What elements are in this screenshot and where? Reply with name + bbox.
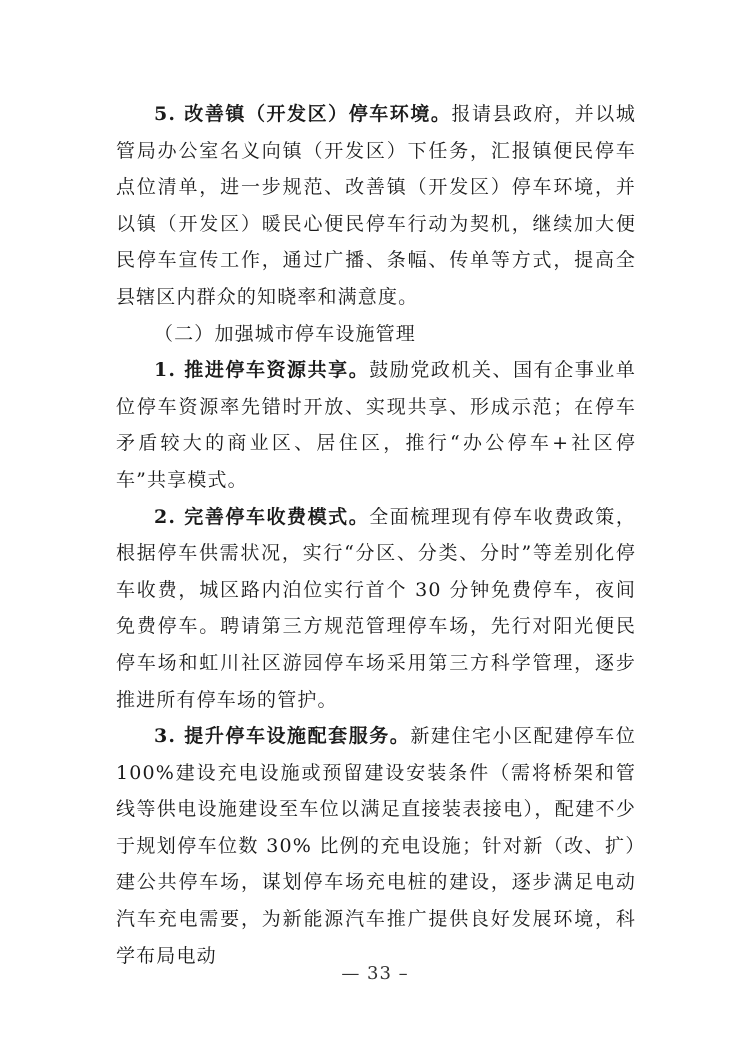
- item-text: 鼓励党政机关、国有企事业单位停车资源率先错时开放、实现共享、形成示范；在停车矛盾较大的商业区、居住区，推行“办公停车+社区停车”共享模式。: [116, 359, 636, 491]
- item-text: 新建住宅小区配建停车位 100%建设充电设施或预留建设安装条件（需将桥架和管线等供电设施建设至车位以满足直接装表接电），配建不少于规划停车位数 30% 比例的充电设施；针对新（改、扩）建公共停车场，谋划停车场充电桩的建设，逐步满足电动汽车充电需要，为新能源汽车推广提供良好发展环境，科学布局电动: [116, 725, 636, 967]
- item-lead: 1. 推进停车资源共享。: [154, 359, 370, 382]
- section-heading: （二）加强城市停车设施管理: [154, 322, 416, 345]
- paragraph-improve-town-parking: [116, 96, 636, 316]
- item-parking-facilities: [116, 718, 636, 974]
- item-lead: 3. 提升停车设施配套服务。: [154, 725, 411, 748]
- item-parking-sharing: [116, 352, 636, 498]
- paragraph-lead: 5. 改善镇（开发区）停车环境。: [154, 103, 452, 125]
- item-lead: 2. 完善停车收费模式。: [154, 505, 370, 528]
- item-text: 全面梳理现有停车收费政策，根据停车供需状况，实行“分区、分类、分时”等差别化停车收费，城区路内泊位实行首个 30 分钟免费停车，夜间免费停车。聘请第三方规范管理停车场，先行对阳光便民停车场和虹川社区游园停车场采用第三方科学管理，逐步推进所有停车场的管护。: [116, 505, 636, 711]
- item-parking-fees: [116, 499, 636, 719]
- page-number: — 33 –: [341, 963, 409, 984]
- document-body: [116, 96, 636, 974]
- paragraph-text: 报请县政府，并以城管局办公室名义向镇（开发区）下任务，汇报镇便民停车点位清单，进一步规范、改善镇（开发区）停车环境，并以镇（开发区）暖民心便民停车行动为契机，继续加大便民停车宣传工作，通过广播、条幅、传单等方式，提高全县辖区内群众的知晓率和满意度。: [116, 103, 636, 308]
